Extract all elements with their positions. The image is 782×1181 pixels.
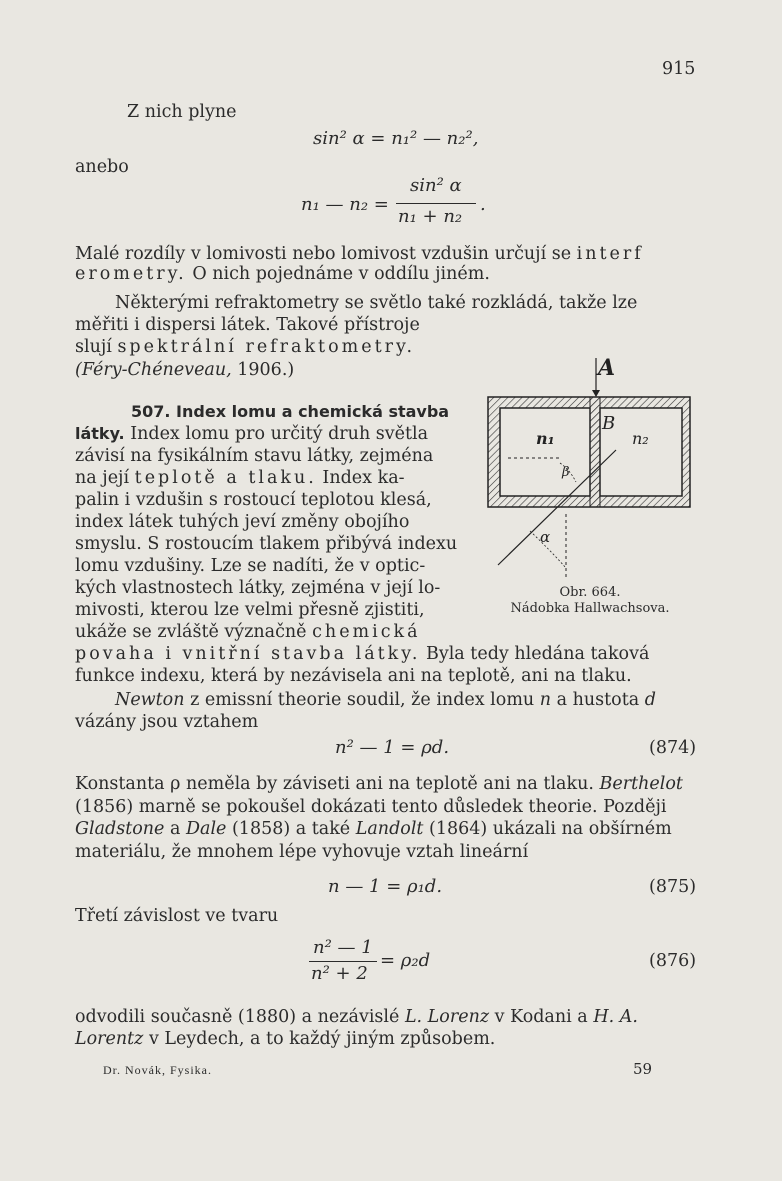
para2-line3: [75, 336, 415, 358]
para1-line2: [75, 263, 490, 285]
figure-title: Nádobka Hallwachsova.: [510, 601, 670, 616]
para1-text-c: erometry.: [75, 264, 187, 284]
section-text-d: ukáže se zvláště význačně: [75, 622, 307, 642]
section-heading-end: látky.: [75, 424, 125, 443]
para1-text-d: O nich pojednáme v oddílu jiném.: [192, 264, 490, 284]
para4-text-a: Konstanta ρ neměla by záviseti ani na teplotě ani na tlaku.: [75, 774, 594, 794]
footer-author: Dr. Novák, Fysika.: [103, 1063, 212, 1077]
para1-text-b: interf: [576, 244, 644, 264]
vessel-inner-n1: [500, 408, 590, 496]
section-line10: mivosti, kterou lze velmi přesně zjistiti,: [75, 600, 425, 620]
equation-875-number: (875): [649, 877, 697, 897]
equation-876-rhs: = ρ₂d: [380, 950, 431, 971]
figure-caption: [490, 585, 690, 617]
para4-line2: (1856) marně se pokoušel dokázati tento důsledek theorie. Později: [75, 797, 667, 817]
arrow-A-head: [592, 390, 600, 397]
section-line7: smyslu. S rostoucím tlakem přibývá indexu: [75, 534, 458, 554]
author-dale: Dale: [185, 819, 227, 839]
equation-2-period: .: [480, 194, 486, 215]
para3-text-b: a hustota: [556, 690, 640, 710]
author-lorenz: L. Lorenz: [404, 1007, 490, 1027]
para6-text-a: odvodili současně (1880) a nezávislé: [75, 1007, 400, 1027]
para6-line2: [75, 1028, 495, 1050]
section-text-c: Index ka-: [322, 468, 405, 488]
section-line13: funkce indexu, která by nezávisela ani na teplotě, ani na tlaku.: [75, 666, 632, 686]
para4-line3: [75, 818, 672, 840]
section-text-f: povaha i vnitřní stavba látky.: [75, 644, 421, 664]
para1-line1: [75, 243, 644, 265]
section-text-g: Byla tedy hledána taková: [425, 644, 650, 664]
equation-876-fraction-line: [309, 961, 377, 962]
equation-876-denominator: n² + 2: [311, 963, 368, 984]
figure-number: Obr. 664.: [559, 585, 621, 600]
label-n1: n₁: [536, 429, 555, 448]
para3-line1: [115, 689, 656, 711]
equation-2-lhs: n₁ — n₂ =: [301, 194, 389, 215]
section-text: Index lomu pro určitý druh světla: [130, 424, 429, 444]
section-line11: [75, 621, 421, 643]
section-line9: kých vlastnostech látky, zejména v její lo-: [75, 578, 441, 598]
footer-signature: 59: [633, 1060, 653, 1078]
section-text-a: na její: [75, 468, 130, 488]
para2-line1: Některými refraktometry se světlo také rozkládá, takže lze: [115, 293, 638, 313]
section-line4: [75, 467, 405, 489]
section-line12: [75, 643, 649, 665]
author-lorentz-initials: H. A.: [593, 1007, 638, 1027]
section-line2: [75, 423, 428, 445]
equation-2-fraction-line: [396, 203, 476, 204]
label-B: B: [602, 413, 616, 434]
label-n2: n₂: [632, 429, 649, 448]
equation-874-number: (874): [649, 738, 697, 758]
section-line3: závisí na fysikálním stavu látky, zejména: [75, 446, 434, 466]
symbol-d: d: [644, 690, 656, 710]
label-A: A: [598, 355, 616, 381]
section-text-e: chemická: [312, 622, 421, 642]
equation-875: n — 1 = ρ₁d.: [328, 876, 443, 897]
para1-text-a: Malé rozdíly v lomivosti nebo lomivost vzdušin určují se: [75, 244, 572, 264]
vessel-divider: [590, 397, 600, 507]
equation-876-numerator: n² — 1: [313, 937, 373, 958]
author-lorentz: Lorentz: [75, 1029, 144, 1049]
para4-line1: [75, 773, 683, 795]
para3-text-a: z emissní theorie soudil, že index lomu: [190, 690, 535, 710]
equation-1: sin² α = n₁² — n₂²,: [313, 128, 479, 149]
label-alpha: α: [540, 528, 551, 546]
author-landolt: Landolt: [355, 819, 424, 839]
equation-2-denominator: n₁ + n₂: [398, 206, 463, 227]
para2-line2: měřiti i dispersi látek. Takové přístroje: [75, 315, 420, 335]
equation-874: n² — 1 = ρd.: [335, 737, 450, 758]
para4-text-c: (1858) a také: [231, 819, 351, 839]
citation-year: 1906.): [237, 360, 295, 380]
para6-line1: [75, 1006, 638, 1028]
para3-line2: vázány jsou vztahem: [75, 712, 259, 732]
anebo-text: anebo: [75, 157, 129, 177]
para4-text-d: (1864) ukázali na obšírném: [429, 819, 672, 839]
para5-line1: Třetí závislost ve tvaru: [75, 906, 279, 926]
author-gladstone: Gladstone: [75, 819, 165, 839]
equation-2-numerator: sin² α: [410, 175, 462, 196]
symbol-n: n: [539, 690, 552, 710]
section-text-b: teplotě a tlaku.: [134, 468, 317, 488]
page-number: 915: [662, 59, 696, 79]
para6-text-c: v Leydech, a to každý jiným způsobem.: [148, 1029, 496, 1049]
para4-line4: materiálu, že mnohem lépe vyhovuje vztah lineární: [75, 842, 529, 862]
figure-hallwachs-vessel: [470, 350, 700, 595]
author-newton: Newton: [115, 690, 185, 710]
intro-text: Z nich plyne: [127, 102, 237, 122]
section-line6: index látek tuhých jeví změny obojího: [75, 512, 410, 532]
para6-text-b: v Kodani a: [494, 1007, 588, 1027]
section-line8: lomu vzdušiny. Lze se nadíti, že v optic-: [75, 556, 426, 576]
para2-text-a: slují: [75, 337, 112, 357]
citation-author: (Féry-Chéneveau,: [75, 360, 232, 380]
section-heading: 507. Index lomu a chemická stavba: [131, 402, 450, 421]
label-beta: β: [562, 465, 570, 480]
author-berthelot: Berthelot: [599, 774, 683, 794]
para4-text-b: a: [169, 819, 181, 839]
para2-text-b: spektrální refraktometry.: [117, 337, 416, 357]
para2-line4: [75, 359, 294, 381]
equation-876-number: (876): [649, 951, 697, 971]
section-line5: palin i vzdušin s rostoucí teplotou klesá,: [75, 490, 432, 510]
